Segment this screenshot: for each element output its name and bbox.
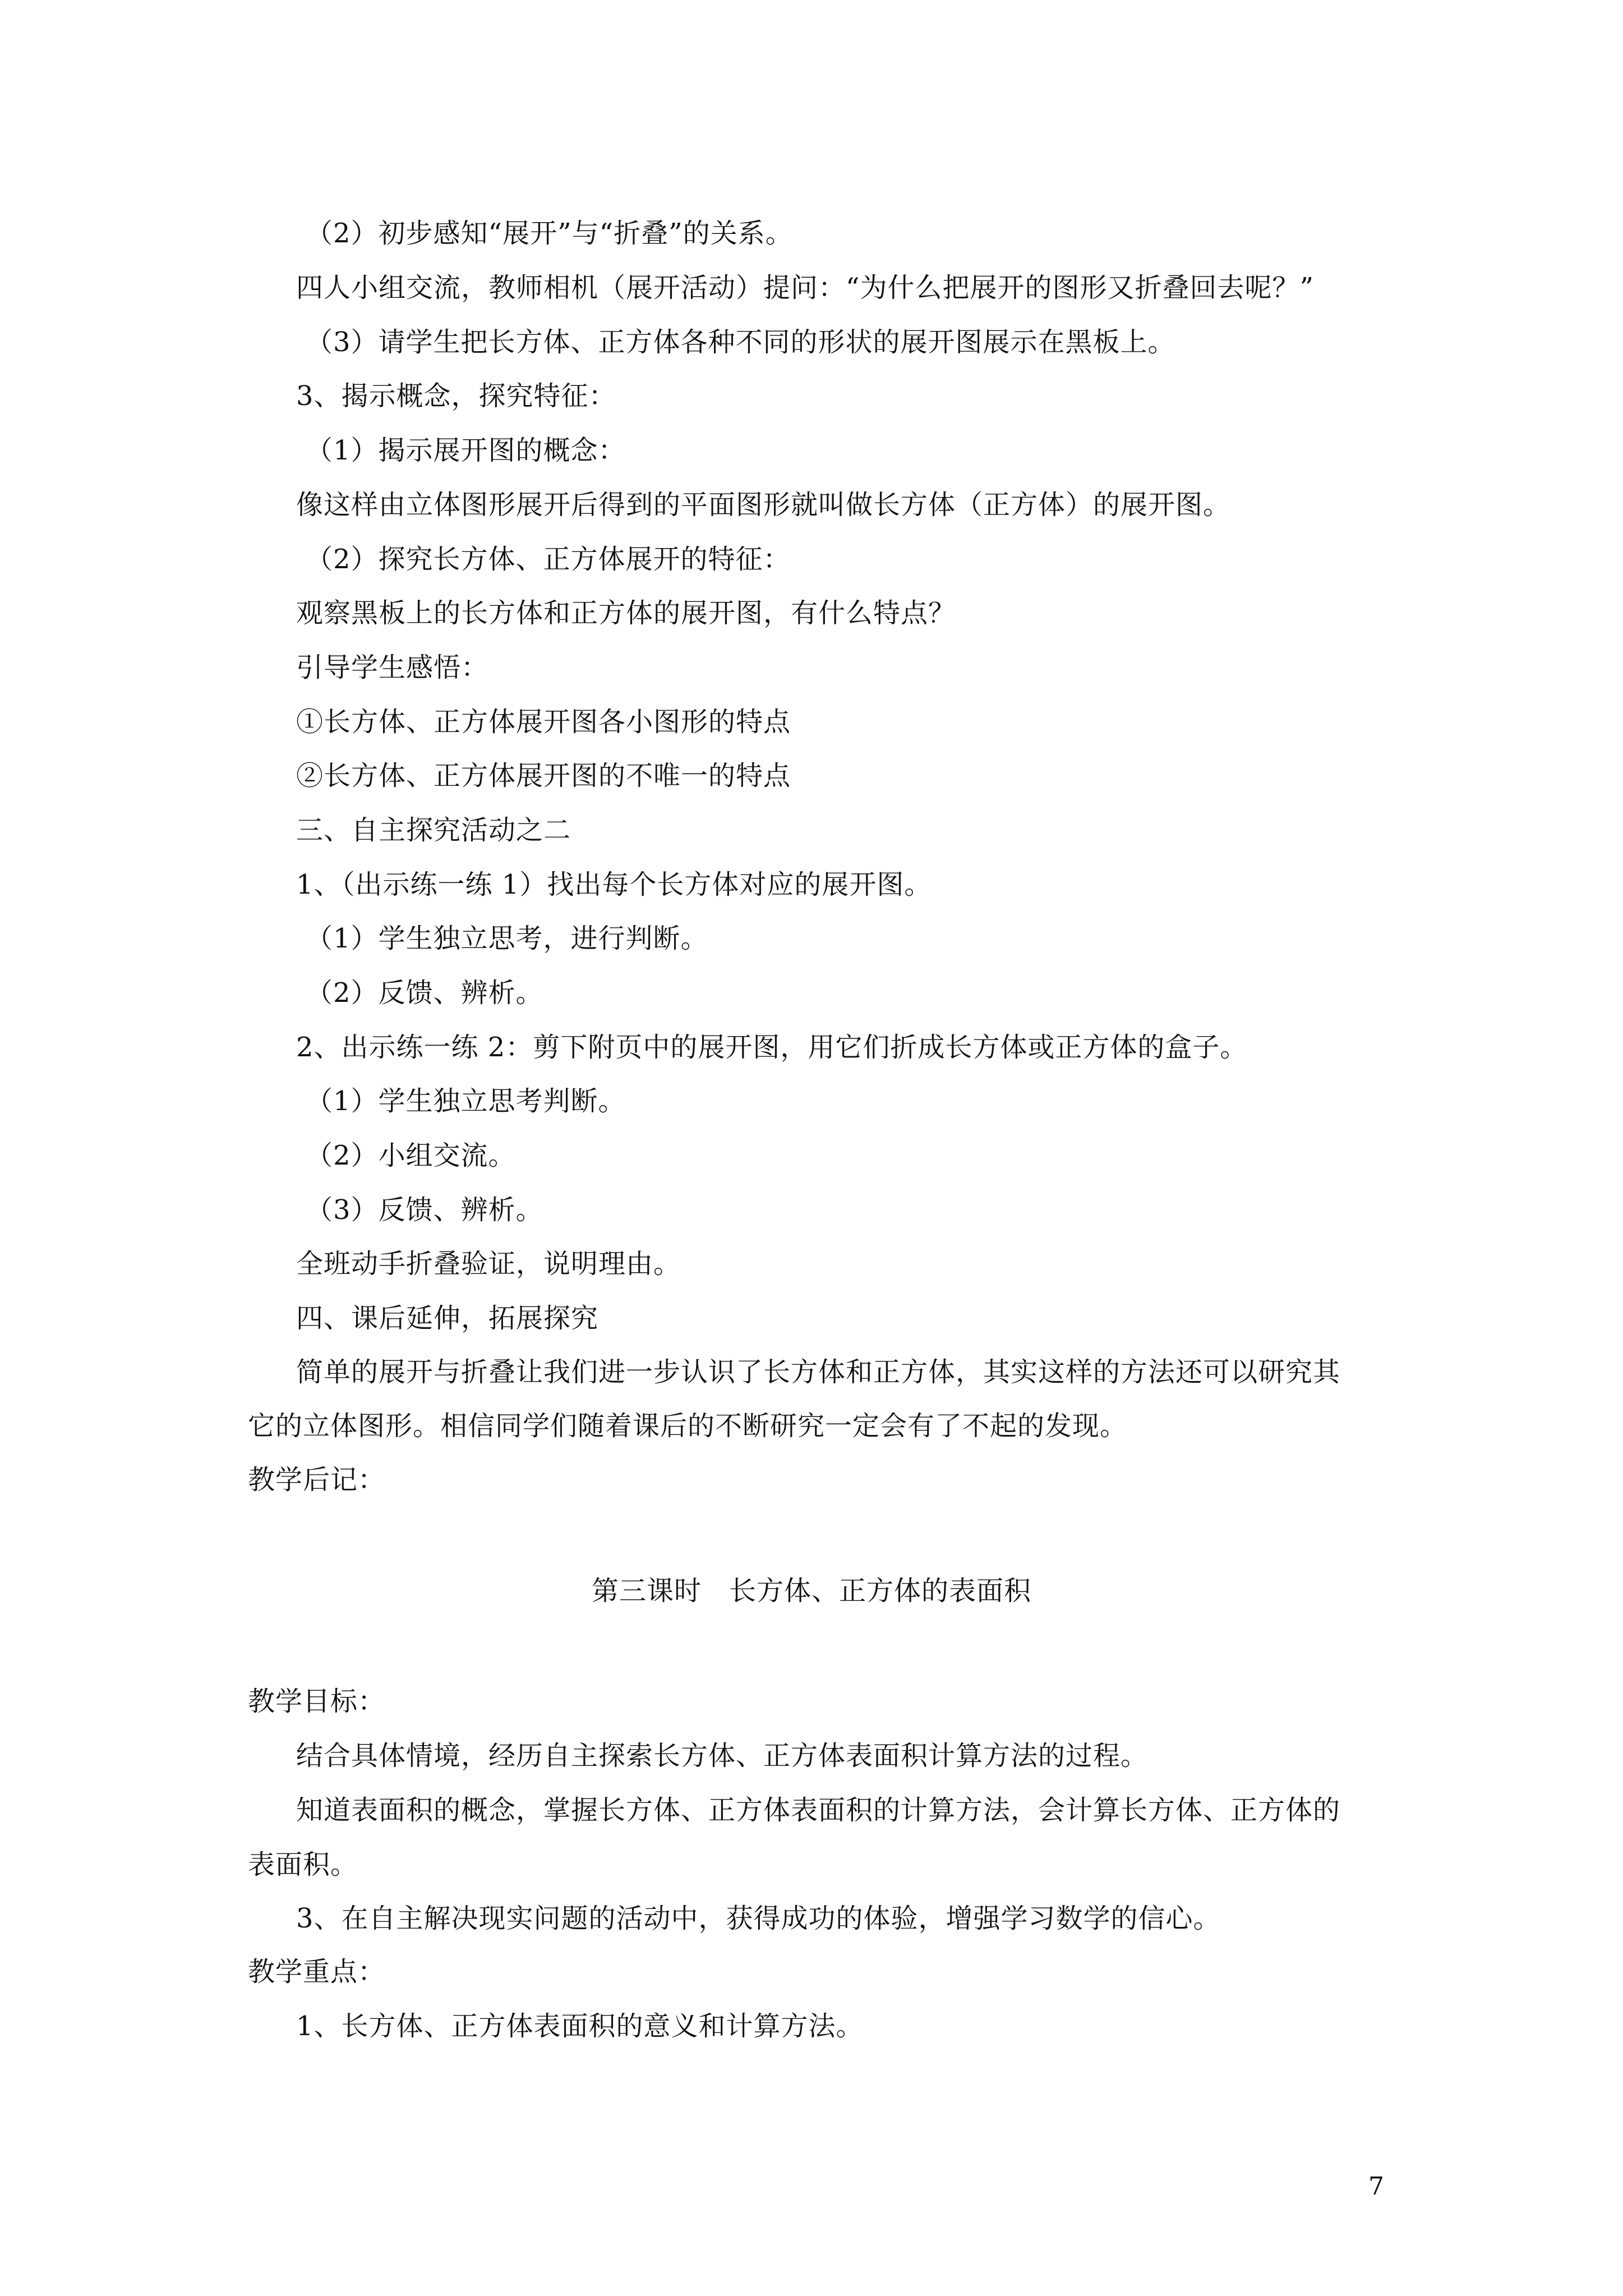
section-heading: 三、自主探究活动之二 [296, 815, 571, 846]
section-heading: 教学重点： [248, 1956, 386, 1987]
paragraph-line: 1、长方体、正方体表面积的意义和计算方法。 [296, 2010, 864, 2042]
paragraph-line: （1）学生独立思考判断。 [306, 1085, 626, 1117]
paragraph-line: 全班动手折叠验证，说明理由。 [296, 1248, 681, 1280]
paragraph-line: 3、在自主解决现实问题的活动中，获得成功的体验，增强学习数学的信心。 [296, 1903, 1221, 1934]
paragraph-line: （3）请学生把长方体、正方体各种不同的形状的展开图展示在黑板上。 [306, 326, 1175, 358]
paragraph-line: 2、出示练一练 2：剪下附页中的展开图，用它们折成长方体或正方体的盒子。 [296, 1032, 1248, 1063]
paragraph-line: 像这样由立体图形展开后得到的平面图形就叫做长方体（正方体）的展开图。 [296, 489, 1231, 521]
paragraph-line: （2）探究长方体、正方体展开的特征： [306, 544, 791, 575]
paragraph-line: （1）揭示展开图的概念： [306, 435, 626, 466]
paragraph-line: 1、（出示练一练 1）找出每个长方体对应的展开图。 [296, 869, 932, 900]
list-item: ①长方体、正方体展开图各小图形的特点 [296, 706, 791, 738]
list-item: ②长方体、正方体展开图的不唯一的特点 [296, 760, 791, 792]
paragraph-line: （2）反馈、辨析。 [306, 977, 543, 1009]
paragraph-line: 结合具体情境，经历自主探索长方体、正方体表面积计算方法的过程。 [296, 1740, 1149, 1772]
paragraph-line: （1）学生独立思考，进行判断。 [306, 923, 708, 954]
section-heading: 教学目标： [248, 1686, 386, 1717]
page-number: 7 [1368, 2172, 1384, 2201]
lesson-title: 第三课时 长方体、正方体的表面积 [591, 1575, 1031, 1607]
paragraph-line: 它的立体图形。相信同学们随着课后的不断研究一定会有了不起的发现。 [248, 1410, 1128, 1442]
paragraph-line: 四人小组交流，教师相机（展开活动）提问：“为什么把展开的图形又折叠回去呢？” [296, 272, 1315, 303]
section-heading: 四、课后延伸，拓展探究 [296, 1303, 599, 1334]
paragraph-line: 教学后记： [248, 1464, 386, 1496]
paragraph-line: 知道表面积的概念，掌握长方体、正方体表面积的计算方法，会计算长方体、正方体的 [296, 1795, 1341, 1826]
paragraph-line: 观察黑板上的长方体和正方体的展开图，有什么特点？ [296, 597, 956, 629]
paragraph-line: （2）初步感知“展开”与“折叠”的关系。 [306, 218, 793, 249]
paragraph-line: 表面积。 [248, 1849, 358, 1880]
section-heading: 3、揭示概念，探究特征： [296, 380, 616, 412]
paragraph-line: （2）小组交流。 [306, 1140, 516, 1171]
paragraph-line: （3）反馈、辨析。 [306, 1194, 543, 1226]
paragraph-line: 引导学生感悟： [296, 652, 489, 683]
paragraph-line: 简单的展开与折叠让我们进一步认识了长方体和正方体，其实这样的方法还可以研究其 [296, 1356, 1341, 1388]
